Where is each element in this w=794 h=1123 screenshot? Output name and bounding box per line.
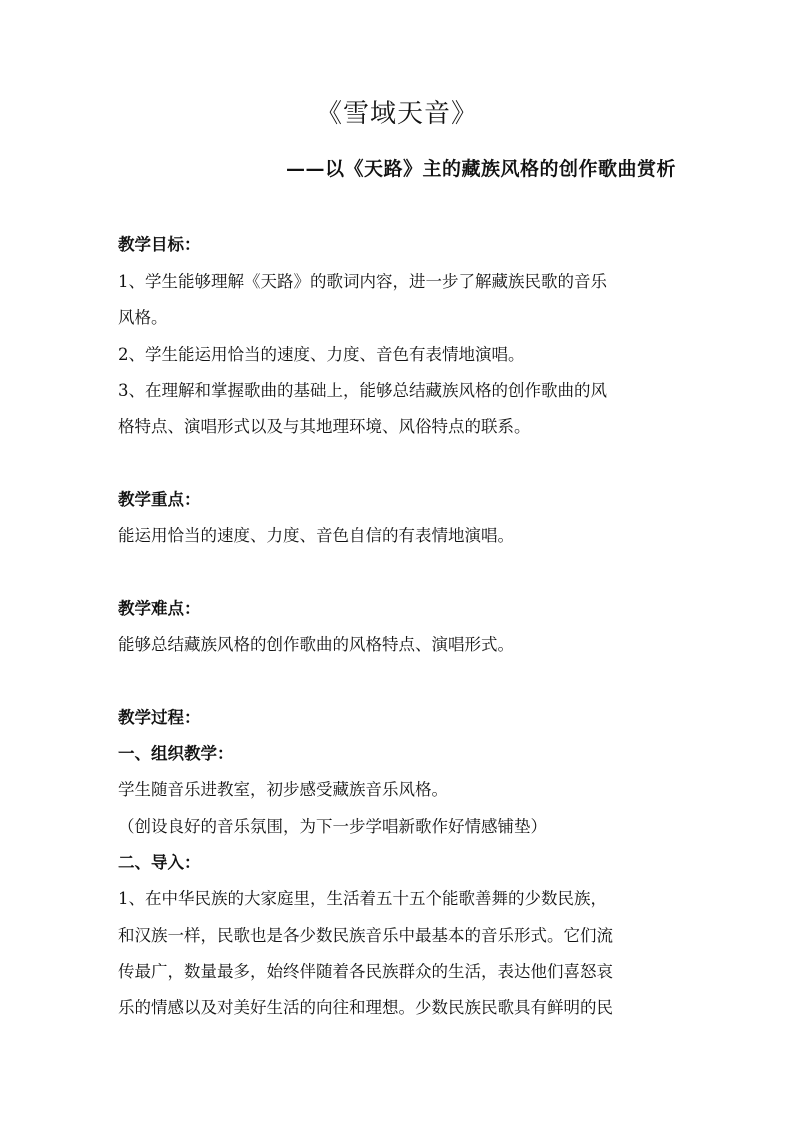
process-part2-heading: 二、导入：	[118, 853, 201, 872]
process-part1-line: （创设良好的音乐氛围，为下一步学唱新歌作好情感铺垫）	[118, 817, 547, 836]
process-part2-line: 乐的情感以及对美好生活的向往和理想。少数民族民歌具有鲜明的民	[118, 998, 613, 1017]
process-part2-line: 和汉族一样，民歌也是各少数民族音乐中最基本的音乐形式。它们流	[118, 926, 613, 945]
document-subtitle: ——以《天路》主的藏族风格的创作歌曲赏析	[285, 158, 676, 180]
objectives-line: 3、在理解和掌握歌曲的基础上，能够总结藏族风格的创作歌曲的风	[118, 381, 607, 400]
objectives-line: 1、学生能够理解《天路》的歌词内容，进一步了解藏族民歌的音乐	[118, 272, 607, 291]
objectives-line: 风格。	[118, 308, 168, 327]
key-points-line: 能运用恰当的速度、力度、音色自信的有表情地演唱。	[118, 526, 514, 545]
process-heading: 教学过程：	[118, 708, 201, 727]
objectives-heading: 教学目标：	[118, 235, 201, 254]
objectives-line: 2、学生能运用恰当的速度、力度、音色有表情地演唱。	[118, 345, 525, 364]
process-part2-line: 1、在中华民族的大家庭里，生活着五十五个能歌善舞的少数民族，	[118, 889, 607, 908]
process-part1-heading: 一、组织教学：	[118, 744, 234, 763]
process-part2-line: 传最广，数量最多，始终伴随着各民族群众的生活，表达他们喜怒哀	[118, 962, 613, 981]
process-part1-line: 学生随音乐进教室，初步感受藏族音乐风格。	[118, 780, 448, 799]
document-title: 《雪域天音》	[315, 99, 478, 129]
difficulties-line: 能够总结藏族风格的创作歌曲的风格特点、演唱形式。	[118, 635, 514, 654]
difficulties-heading: 教学难点：	[118, 599, 201, 618]
objectives-line: 格特点、演唱形式以及与其地理环境、风俗特点的联系。	[118, 417, 531, 436]
key-points-heading: 教学重点：	[118, 490, 201, 509]
